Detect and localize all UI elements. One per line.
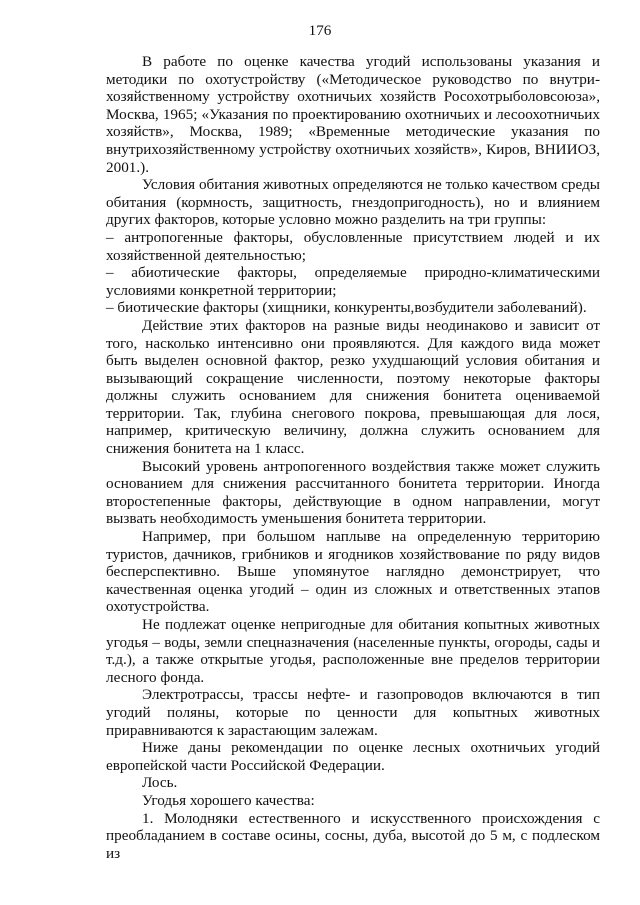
paragraph-item-1: 1. Молодняки естественного и искусственного происхождения с преобладанием в составе осины, сосны, дуба, высотой до 5 м, с подлеском из <box>106 809 600 862</box>
paragraph-anthropogenic-impact: Высокий уровень антропогенного воздействия также может служить основанием для снижения рассчитанного бонитета территории. Иногда второстепенные факторы, действующие в одном направлении, могут вызвать необходимость уменьшения бонитета территории. <box>106 457 600 528</box>
paragraph-unsuitable-lands: Не подлежат оценке непригодные для обитания копытных животных угодья – воды, земли спецназначения (населенные пункты, огороды, сады и т.д.), а также открытые угодья, расположенные вне пределов территории лесного фонда. <box>106 616 600 686</box>
text-body <box>106 53 600 862</box>
quality-heading-good: Угодья хорошего качества: <box>142 791 315 809</box>
paragraph-power-lines: Электротрассы, трассы нефте- и газопроводов включаются в тип угодий поляны, которые по ценности для копытных животных приравниваются к зарастающим залежам. <box>106 686 600 739</box>
list-item-biotic: – биотические факторы (хищники, конкуренты,возбудители заболеваний). <box>106 299 587 317</box>
list-item-anthropogenic: – антропогенные факторы, обусловленные присутствием людей и их хозяйственной деятельностью; <box>106 228 600 264</box>
paragraph-factor-action: Действие этих факторов на разные виды неодинаково и зависит от того, насколько интенсивно они проявляются. Для каждого вида может быть выделен основной фактор, резко ухудшающий условия обитания и вызывающий сокращение численности, поэтому некоторые факторы должны служить основанием для снижения бонитета оцениваемой территории. Так, глубина снегового покрова, превышающая для лося, например, критическую величину, должна служить основанием для снижения бонитета на 1 класс. <box>106 316 600 458</box>
page-number: 176 <box>308 22 332 39</box>
species-heading-moose: Лось. <box>142 774 178 792</box>
paragraph-recommendations: Ниже даны рекомендации по оценке лесных охотничьих угодий европейской части Российской Федерации. <box>106 739 600 774</box>
paragraph-example: Например, при большом наплыве на определенную территорию туристов, дачников, грибников и ягодников хозяйствование по ряду видов бесперспективно. Выше упомянутое наглядно демонстрирует, что качественная оценка угодий – один из сложных и ответственных этапов охотустройства. <box>106 528 600 616</box>
paragraph-methodology: В работе по оценке качества угодий использованы указания и методики по охотустройству («Методическое руководство по внутрихозяйственному устройству охотничьих хозяйств Росохотрыболовсоюза», Москва, 1965; «Указания по проектированию охотничьих и лесоохотничьих хозяйств», Москва, 1989; «Временные методические указания по внутрихозяйственному устройству охотничьих хозяйств», Киров, ВНИИОЗ, 2001.). <box>106 53 600 176</box>
list-item-abiotic: – абиотические факторы, определяемые природно-климатическими условиями конкретной территории; <box>106 264 600 299</box>
paragraph-habitat-conditions: Условия обитания животных определяются не только качеством среды обитания (кормность, защитность, гнездопригодность), но и влиянием других факторов, которые условно можно разделить на три группы: <box>106 176 600 229</box>
